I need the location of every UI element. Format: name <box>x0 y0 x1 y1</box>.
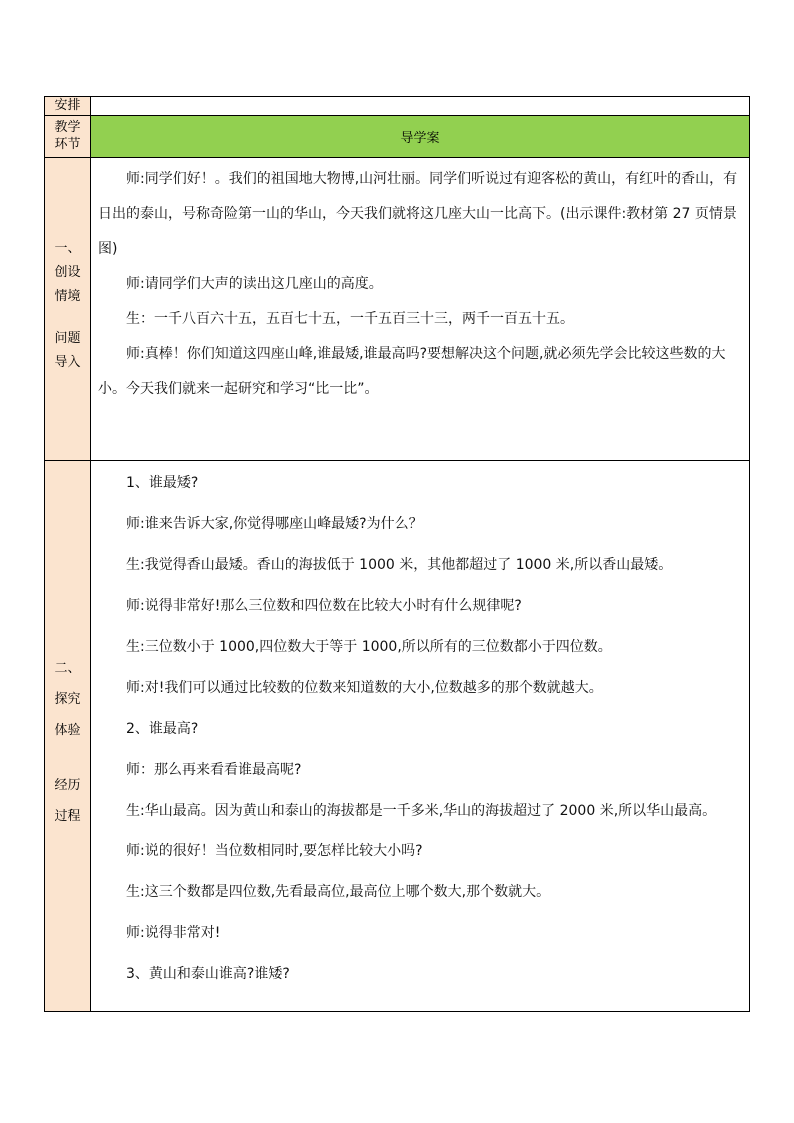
paragraph: 1、谁最矮? <box>126 475 199 491</box>
section-1-content <box>91 158 750 461</box>
paragraph: 生:我觉得香山最矮。香山的海拔低于 1000 米，其他都超过了 1000 米,所以香山最矮。 <box>126 557 673 573</box>
section-2-label-line: 二、 <box>54 661 81 676</box>
teaching-stage-label <box>45 116 91 158</box>
section-2-label-line: 经历 <box>54 778 81 793</box>
section-2-label-line: 体验 <box>54 723 81 738</box>
guide-title: 导学案 <box>91 116 750 158</box>
section-2-label-line: 过程 <box>54 809 81 824</box>
section-1-label-line: 情境 <box>54 289 81 304</box>
paragraph: 师:说得非常对! <box>126 925 221 941</box>
paragraph: 3、黄山和泰山谁高?谁矮? <box>126 966 290 982</box>
paragraph: 生:华山最高。因为黄山和泰山的海拔都是一千多米,华山的海拔超过了 2000 米,所以华山最高。 <box>126 803 717 819</box>
lesson-plan-table <box>44 96 750 1012</box>
paragraph: 师:真棒！你们知道这四座山峰,谁最矮,谁最高吗?要想解决这个问题,就必须先学会比较这些数的大小。今天我们就来一起研究和学习“比一比”。 <box>98 346 726 397</box>
paragraph: 生:三位数小于 1000,四位数大于等于 1000,所以所有的三位数都小于四位数。 <box>126 639 612 655</box>
row-section-2 <box>45 461 750 1012</box>
arrangement-content <box>91 97 750 116</box>
section-1-label-line: 创设 <box>54 265 81 280</box>
paragraph: 师:说得非常好!那么三位数和四位数在比较大小时有什么规律呢? <box>126 598 522 614</box>
paragraph: 师:谁来告诉大家,你觉得哪座山峰最矮?为什么？ <box>126 516 423 532</box>
section-2-label <box>45 461 91 1012</box>
paragraph: 师:同学们好！。我们的祖国地大物博,山河壮丽。同学们听说过有迎客松的黄山，有红叶的香山，有日出的泰山，号称奇险第一山的华山，今天我们就将这几座大山一比高下。(出示课件:教材第 27 页情景图) <box>98 171 738 257</box>
row-section-1 <box>45 158 750 461</box>
paragraph: 师：那么再来看看谁最高呢? <box>126 762 302 778</box>
section-2-label-line: 探究 <box>54 692 81 707</box>
paragraph: 生:这三个数都是四位数,先看最高位,最高位上哪个数大,那个数就大。 <box>126 884 551 900</box>
row-header <box>45 116 750 158</box>
section-1-label-line: 问题 <box>54 331 81 346</box>
paragraph: 师:说的很好！当位数相同时,要怎样比较大小吗? <box>126 843 423 859</box>
section-1-label-line: 导入 <box>54 355 81 370</box>
section-2-content <box>91 461 750 1012</box>
paragraph: 生：一千八百六十五，五百七十五，一千五百三十三，两千一百五十五。 <box>126 311 574 327</box>
section-1-label <box>45 158 91 461</box>
paragraph: 师:对!我们可以通过比较数的位数来知道数的大小,位数越多的那个数就越大。 <box>126 680 603 696</box>
section-1-label-line: 一、 <box>54 241 81 256</box>
paragraph: 2、谁最高? <box>126 721 199 737</box>
teaching-stage-label-text: 教学环节 <box>54 120 81 152</box>
row-arrangement <box>45 97 750 116</box>
paragraph: 师:请同学们大声的读出这几座山的高度。 <box>126 276 383 292</box>
arrangement-label: 安排 <box>45 97 91 116</box>
